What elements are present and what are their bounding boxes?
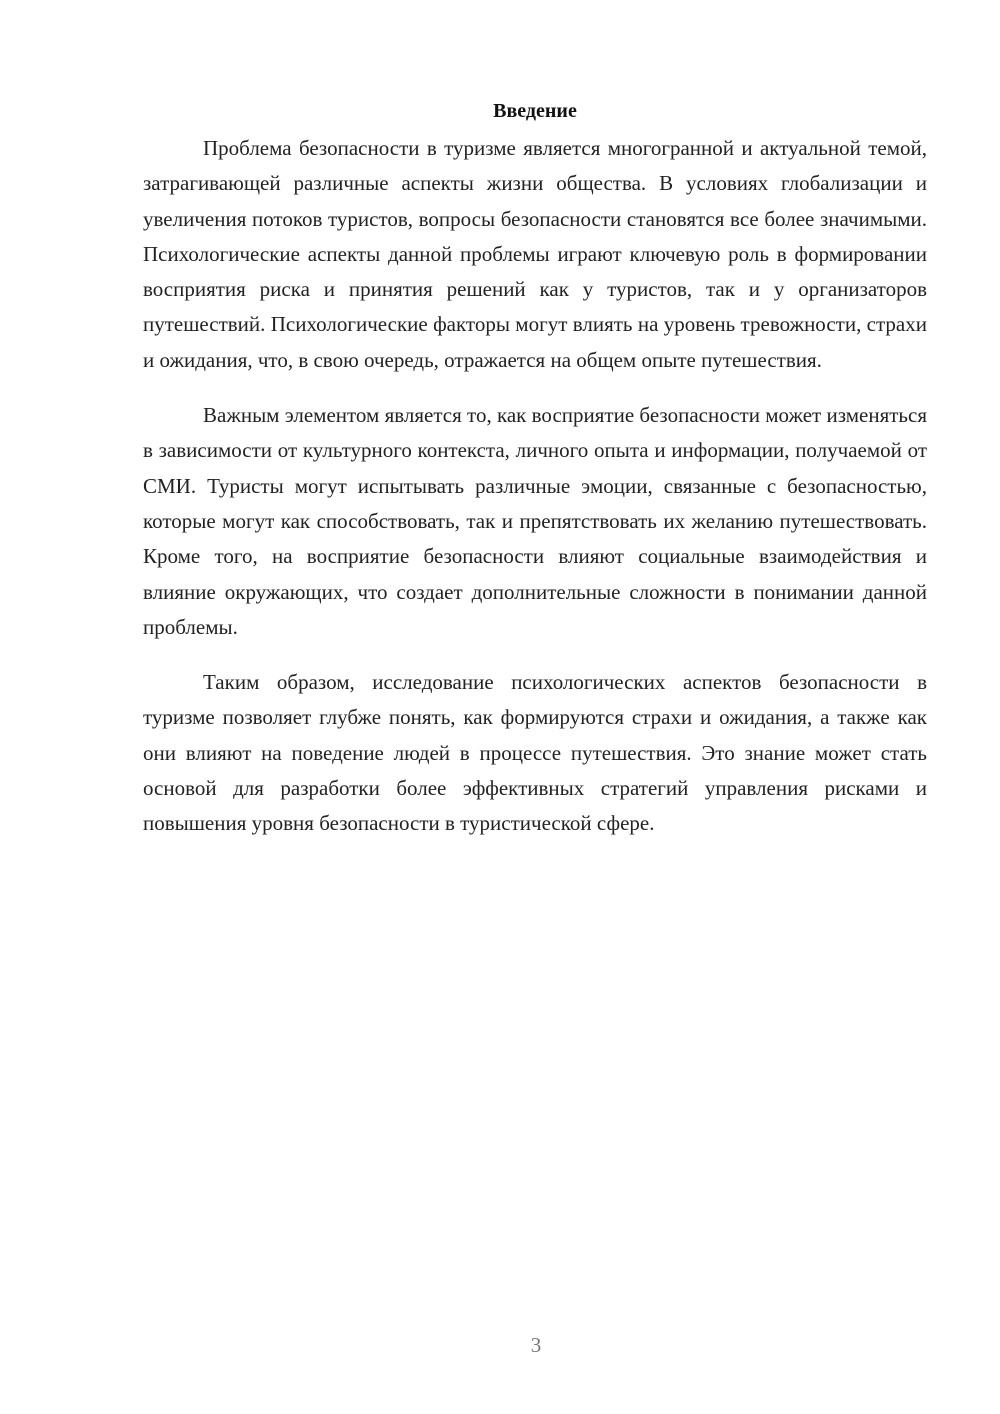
paragraph-2: Важным элементом является то, как восприятие безопасности может изменяться в зависимости от культурного контекста, личного опыта и информации, получаемой от СМИ. Туристы могут испытывать различные эмоции, связанные с безопасностью, которые могут как способствовать, так и препятствовать их желанию путешествовать. Кроме того, на восприятие безопасности влияют социальные взаимодействия и влияние окружающих, что создает дополнительные сложности в понимании данной проблемы. xyxy=(143,403,927,639)
paragraph-1: Проблема безопасности в туризме является многогранной и актуальной темой, затрагивающей различные аспекты жизни общества. В условиях глобализации и увеличения потоков туристов, вопросы безопасности становятся все более значимыми. Психологические аспекты данной проблемы играют ключевую роль в формировании восприятия риска и принятия решений как у туристов, так и у организаторов путешествий. Психологические факторы могут влиять на уровень тревожности, страхи и ожидания, что, в свою очередь, отражается на общем опыте путешествия. xyxy=(143,136,927,372)
section-title: Введение xyxy=(493,100,577,122)
page-number: 3 xyxy=(530,1333,542,1357)
paragraph-3: Таким образом, исследование психологических аспектов безопасности в туризме позволяет глубже понять, как формируются страхи и ожидания, а также как они влияют на поведение людей в процессе путешествия. Это знание может стать основой для разработки более эффективных стратегий управления рисками и повышения уровня безопасности в туристической сфере. xyxy=(143,670,927,836)
page-content xyxy=(143,96,927,862)
